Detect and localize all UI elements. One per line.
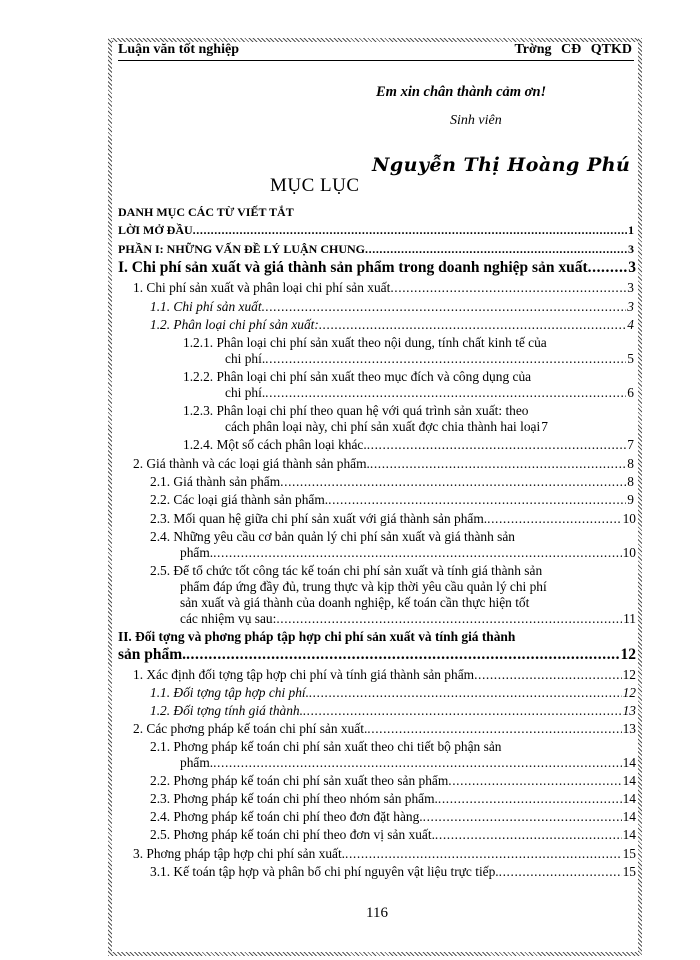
toc-entry-page: 12 [622,685,636,700]
page-border-bottom [108,952,642,956]
toc-entry-text: cách phân loại này, chi phí sản xuất đợc chia thành hai loại [225,419,541,434]
toc-entry-page: 13 [622,721,636,736]
toc-entry-text: 3. Phơng pháp tập hợp chi phí sản xuất. [133,846,346,861]
toc-entry-2-4[interactable] [180,544,636,561]
toc-entry-page: 4 [627,317,634,332]
toc-entry-text: sản phẩm. [118,646,187,663]
closing-thanks: Em xin chân thành cảm ơn! [376,84,547,100]
toc-entry-text: 2.4. Phơng pháp kế toán chi phí theo đơn đặt hàng. [150,809,423,824]
toc-entry-page: 12 [620,646,636,663]
toc-entry-page: 11 [623,611,636,626]
toc-entry-1-2-3[interactable] [225,418,634,435]
toc-entry-page: 14 [622,773,636,788]
page-border-right [638,38,642,956]
toc-entry-2-1[interactable] [150,473,634,490]
toc-entry-1-1[interactable] [133,279,634,296]
toc-entry-text: 2. Giá thành và các loại giá thành sản phẩm. [133,456,370,471]
toc-entry-text: 1.2. Phân loại chi phí sản xuất: [150,317,319,332]
toc-entry-1-1-2[interactable] [150,316,634,333]
toc-entry-text: 1.2.4. Một số cách phân loại khác. [183,437,367,452]
toc-entry-text: 1.2. Đối tợng tính giá thành. [150,703,303,718]
toc-entry-2-2[interactable] [150,491,634,508]
running-header [118,42,634,61]
toc-entry-text: 2.5. Phơng pháp kế toán chi phí theo đơn vị sản xuất. [150,827,435,842]
toc-entry-1-1-1[interactable] [150,298,634,315]
toc-entry-2-5-line3[interactable]: sản xuất và giá thành của doanh nghiệp, kế toán cần thực hiện tốt [180,595,530,610]
toc-entry-text: các nhiệm vụ sau: [180,611,277,626]
toc-entry-page: 13 [622,703,636,718]
toc-entry-text: 2.3. Phơng pháp kế toán chi phí theo nhóm sản phẩm. [150,791,438,806]
toc-entry-text: 3.1. Kế toán tập hợp và phân bổ chi phí nguyên vật liệu trực tiếp. [150,864,499,879]
toc-entry-2-5-line1[interactable]: 2.5. Để tổ chức tốt công tác kế toán chi phí sản xuất và tính giá thành sản [150,563,543,578]
toc-entry-3-2-4[interactable] [150,808,636,825]
toc-entry-1-2-2-line1[interactable]: 1.2.2. Phân loại chi phí sản xuất theo mục đích và công dụng của [183,369,532,384]
toc-entry-page: 3 [628,259,636,276]
toc-entry-text: chi phí. [225,385,266,400]
toc-entry-text: chi phí. [225,351,266,366]
toc-title: MỤC LỤC [270,175,360,196]
toc-entry-text: 2.3. Mối quan hệ giữa chi phí sản xuất với giá thành sản phẩm. [150,511,488,526]
toc-entry-intro[interactable] [118,222,634,239]
toc-entry-page: 14 [622,827,636,842]
header-left: Luận văn tốt nghiệp [118,42,239,57]
toc-entry-page: 5 [627,351,634,366]
toc-entry-page: 8 [627,474,634,489]
toc-entry-1-2-3-line1[interactable]: 1.2.3. Phân loại chi phí theo quan hệ với quá trình sản xuất: theo [183,403,529,418]
toc-entry-page: 7 [627,437,634,452]
toc-entry-text: phẩm. [180,545,214,560]
toc-entry-page: 3 [627,280,634,295]
toc-entry-page: 14 [622,755,636,770]
toc-entry-1-2-4[interactable] [183,436,634,453]
page-border-left [108,38,112,956]
toc-entry-3-1-2[interactable] [150,702,636,719]
toc-entry-page: 3 [628,242,634,256]
toc-entry-text: I. Chi phí sản xuất và giá thành sản phẩm trong doanh nghiệp sản xuất [118,259,588,276]
toc-entry-section-2-line1[interactable]: II. Đối tợng và phơng pháp tập hợp chi phí sản xuất và tính giá thành [118,629,516,644]
header-right: Trờng CĐ QTKD [514,42,632,57]
toc-entry-page: 6 [627,385,634,400]
toc-entry-2-3[interactable] [150,510,636,527]
toc-entry-2-5[interactable] [180,610,636,627]
toc-entry-3-1[interactable] [133,666,636,683]
toc-entry-page: 8 [627,456,634,471]
toc-abbrev: DANH MỤC CÁC TỪ VIẾT TẮT [118,205,294,219]
toc-entry-1-2-2[interactable] [225,384,634,401]
toc-entry-1-2-1-line1[interactable]: 1.2.1. Phân loại chi phí sản xuất theo nội dung, tính chất kinh tế của [183,335,547,350]
toc-entry-3-3-1[interactable] [150,863,636,880]
toc-entry-text: 1.1. Chi phí sản xuất [150,299,262,314]
toc-entry-3-2-2[interactable] [150,772,636,789]
toc-entry-3-2-3[interactable] [150,790,636,807]
toc-entry-text: 2.1. Giá thành sản phẩm [150,474,281,489]
toc-entry-text: 1. Chi phí sản xuất và phân loại chi phí sản xuất [133,280,391,295]
toc-entry-text: 1.1. Đối tợng tập hợp chi phí. [150,685,309,700]
toc-entry-text: 1. Xác định đối tợng tập hợp chi phí và tính giá thành sản phẩm [133,667,475,682]
toc-entry-text: 2. Các phơng pháp kế toán chi phí sản xuất. [133,721,368,736]
toc-entry-text: 2.2. Phơng pháp kế toán chi phí sản xuất theo sản phẩm [150,773,449,788]
toc-entry-page: 1 [628,223,634,237]
toc-entry-1-2-1[interactable] [225,350,634,367]
toc-entry-text: PHẦN I: NHỮNG VẤN ĐỀ LÝ LUẬN CHUNG [118,242,366,256]
toc-entry-page: 12 [622,667,636,682]
toc-entry-text: 2.2. Các loại giá thành sản phẩm. [150,492,329,507]
toc-entry-page: 3 [627,299,634,314]
student-label: Sinh viên [450,113,502,128]
toc-entry-3-2[interactable] [133,720,636,737]
toc-entry-page: 14 [622,791,636,806]
toc-entry-page: 15 [622,846,636,861]
page-number: 116 [366,905,388,921]
toc-entry-2-4-line1[interactable]: 2.4. Những yêu cầu cơ bản quản lý chi phí sản xuất và giá thành sản [150,529,516,544]
toc-entry-page: 10 [622,511,636,526]
toc-entry-page: 10 [622,545,636,560]
toc-entry-section-1[interactable] [118,258,636,277]
toc-entry-page: 7 [541,419,548,434]
toc-entry-3-1-1[interactable] [150,684,636,701]
toc-entry-3-3[interactable] [133,845,636,862]
toc-entry-2-5-line2[interactable]: phẩm đáp ứng đầy đủ, trung thực và kịp thời yêu cầu quản lý chi phí [180,579,547,594]
toc-entry-page: 9 [627,492,634,507]
toc-entry-3-2-1-line1[interactable]: 2.1. Phơng pháp kế toán chi phí sản xuất theo chi tiết bộ phận sản [150,739,502,754]
toc-entry-text: LỜI MỞ ĐẦU [118,223,193,237]
toc-entry-1-2[interactable] [133,455,634,472]
toc-entry-text: phẩm. [180,755,214,770]
student-name-signature: Nguyễn Thị Hoàng Phú [372,154,631,176]
toc-entry-3-2-1[interactable] [180,754,636,771]
toc-entry-section-2[interactable] [118,645,636,664]
toc-entry-part1[interactable] [118,241,634,258]
toc-entry-page: 14 [622,809,636,824]
toc-entry-3-2-5[interactable] [150,826,636,843]
toc-entry-page: 15 [622,864,636,879]
